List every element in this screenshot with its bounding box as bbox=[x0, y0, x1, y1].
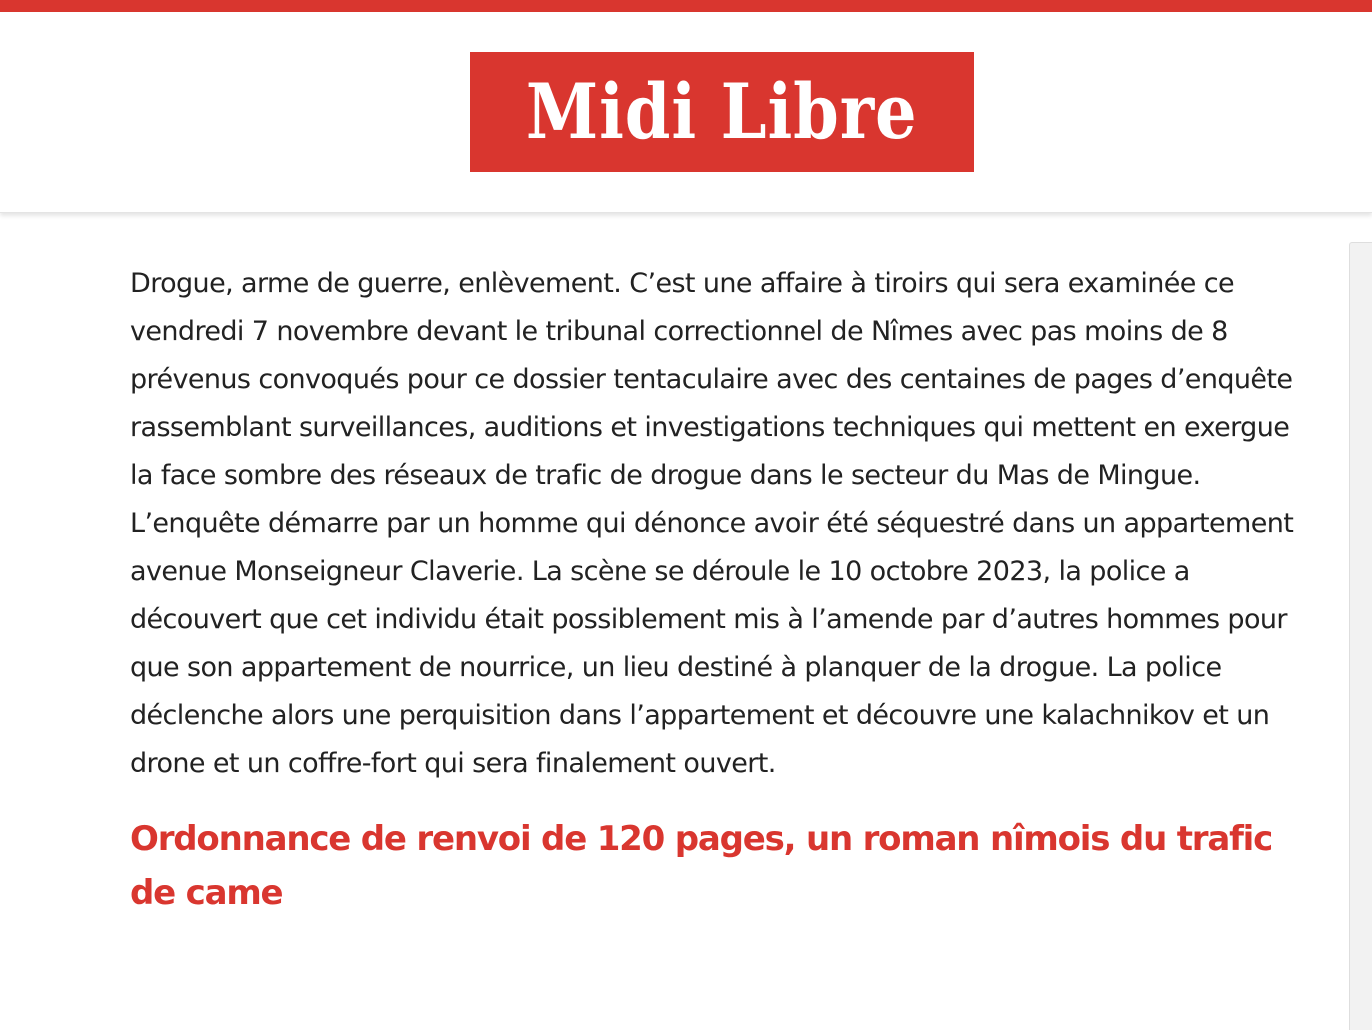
site-logo[interactable] bbox=[470, 52, 974, 172]
article-body bbox=[130, 260, 1320, 920]
article-paragraph: Drogue, arme de guerre, enlèvement. C’est une affaire à tiroirs qui sera examinée ce vendredi 7 novembre devant le tribunal correctionnel de Nîmes avec pas moins de 8 prévenus convoqués pour ce dossier tentaculaire avec des centaines de pages d’enquête rassemblant surveillances, auditions et investigations techniques qui mettent en exergue la face sombre des réseaux de trafic de drogue dans le secteur du Mas de Mingue. L’enquête démarre par un homme qui dénonce avoir été séquestré dans un appartement avenue Monseigneur Claverie. La scène se déroule le 10 octobre 2023, la police a découvert que cet individu était possiblement mis à l’amende par d’autres hommes pour que son appartement de nourrice, un lieu destiné à planquer de la drogue. La police déclenche alors une perquisition dans l’appartement et découvre une kalachnikov et un drone et un coffre-fort qui sera finalement ouvert. bbox=[130, 268, 1294, 779]
brand-top-bar bbox=[0, 0, 1372, 12]
site-header bbox=[0, 12, 1372, 213]
section-heading: Ordonnance de renvoi de 120 pages, un roman nîmois du trafic de came bbox=[130, 819, 1273, 913]
site-logo-text: Midi Libre bbox=[526, 67, 918, 156]
scrollbar[interactable] bbox=[1349, 242, 1372, 1030]
